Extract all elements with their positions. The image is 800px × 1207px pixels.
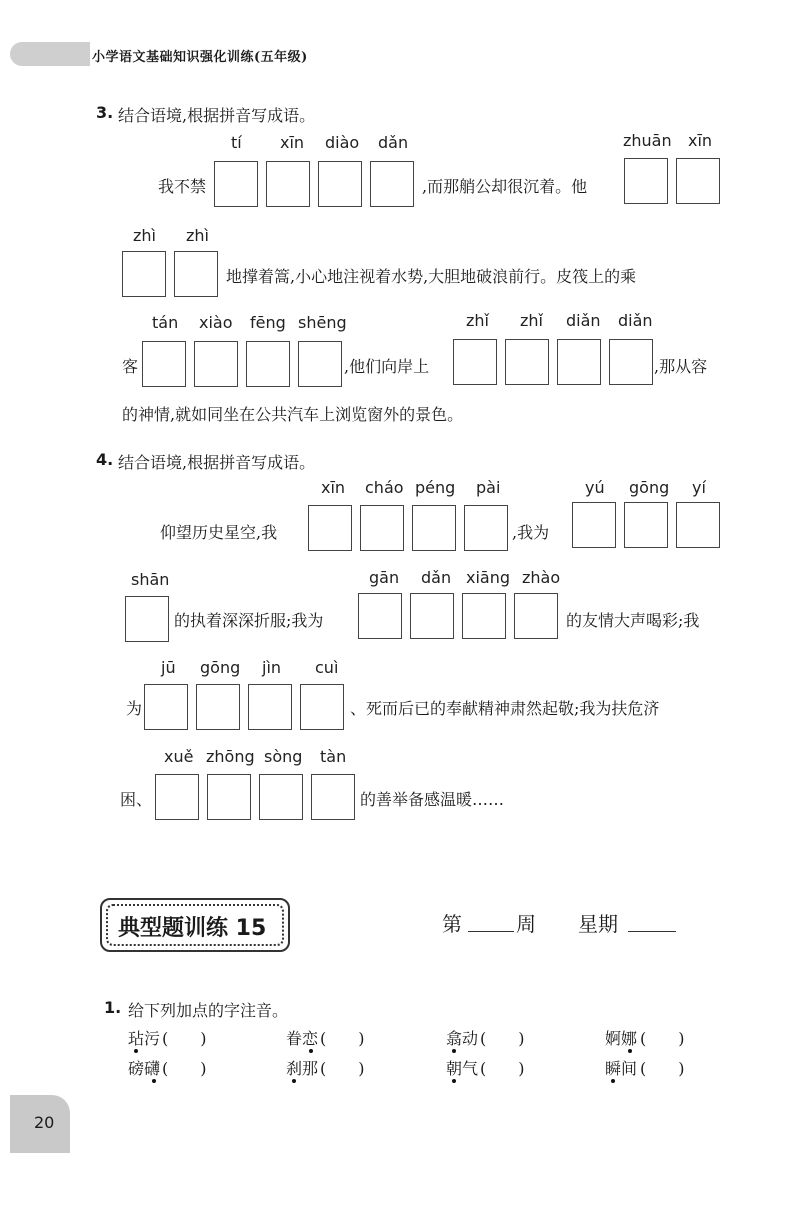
- answer-box[interactable]: [142, 341, 186, 387]
- pinyin: cháo: [365, 478, 404, 497]
- section-title: 典型题训练 15: [118, 916, 267, 941]
- emphasis-dot: [152, 1079, 156, 1083]
- pinyin: gōng: [200, 658, 241, 677]
- answer-box[interactable]: [308, 505, 352, 551]
- pinyin: xuě: [164, 747, 194, 766]
- pinyin: diǎn: [618, 311, 653, 330]
- pinyin: gōng: [629, 478, 670, 497]
- answer-box[interactable]: [624, 158, 668, 204]
- pinyin: zhì: [133, 226, 156, 245]
- pinyin: cuì: [315, 658, 339, 677]
- pinyin: dǎn: [421, 568, 452, 587]
- answer-box[interactable]: [174, 251, 218, 297]
- q4-text-l2b: 的友情大声喝彩;我: [566, 611, 700, 630]
- q4-number: 4.: [96, 450, 114, 469]
- pinyin: tí: [231, 133, 242, 152]
- pinyin: zhōng: [206, 747, 255, 766]
- q4-text-l4a: 困、: [120, 790, 153, 809]
- answer-box[interactable]: [412, 505, 456, 551]
- answer-box[interactable]: [144, 684, 188, 730]
- q3-text-l1a: 我不禁: [158, 177, 207, 196]
- answer-parens[interactable]: ( ): [480, 1059, 525, 1078]
- pinyin: yú: [585, 478, 605, 497]
- answer-box[interactable]: [557, 339, 601, 385]
- answer-box[interactable]: [266, 161, 310, 207]
- answer-box[interactable]: [300, 684, 344, 730]
- answer-box[interactable]: [505, 339, 549, 385]
- q3-text-l4: 的神情,就如同坐在公共汽车上浏览窗外的景色。: [122, 405, 464, 424]
- week-prefix: 第: [442, 912, 462, 936]
- q4-instruction: 结合语境,根据拼音写成语。: [118, 453, 316, 472]
- answer-box[interactable]: [259, 774, 303, 820]
- answer-box[interactable]: [248, 684, 292, 730]
- answer-box[interactable]: [207, 774, 251, 820]
- pinyin: diào: [325, 133, 360, 152]
- q1-word: 朝气: [446, 1059, 479, 1078]
- pinyin: yí: [692, 478, 706, 497]
- answer-box[interactable]: [311, 774, 355, 820]
- answer-parens[interactable]: ( ): [162, 1029, 207, 1048]
- q3-text-l1b: ,而那艄公却很沉着。他: [422, 177, 588, 196]
- answer-box[interactable]: [246, 341, 290, 387]
- answer-box[interactable]: [453, 339, 497, 385]
- pinyin: tán: [152, 313, 179, 332]
- weekday-label: 星期: [578, 912, 618, 936]
- pinyin: gān: [369, 568, 400, 587]
- emphasis-dot: [628, 1049, 632, 1053]
- answer-box[interactable]: [410, 593, 454, 639]
- q4-text-l4b: 的善举备感温暖……: [360, 790, 505, 809]
- pinyin: xīn: [688, 131, 713, 150]
- pinyin: jìn: [262, 658, 282, 677]
- answer-box[interactable]: [358, 593, 402, 639]
- answer-box[interactable]: [514, 593, 558, 639]
- answer-box[interactable]: [464, 505, 508, 551]
- answer-box[interactable]: [370, 161, 414, 207]
- answer-parens[interactable]: ( ): [320, 1059, 365, 1078]
- answer-box[interactable]: [360, 505, 404, 551]
- pinyin: pài: [476, 478, 501, 497]
- emphasis-dot: [611, 1079, 615, 1083]
- q1-word: 瞬间: [605, 1059, 638, 1078]
- pinyin: fēng: [250, 313, 286, 332]
- answer-box[interactable]: [155, 774, 199, 820]
- answer-box[interactable]: [572, 502, 616, 548]
- page-number: 20: [34, 1113, 55, 1132]
- pinyin: péng: [415, 478, 456, 497]
- emphasis-dot: [134, 1049, 138, 1053]
- q1-word: 磅礴: [128, 1059, 161, 1078]
- answer-box[interactable]: [609, 339, 653, 385]
- q3-number: 3.: [96, 103, 114, 122]
- answer-parens[interactable]: ( ): [162, 1059, 207, 1078]
- q4-text-l2a: 的执着深深折服;我为: [174, 611, 324, 630]
- pinyin: xiāng: [466, 568, 511, 587]
- pinyin: zhǐ: [520, 311, 543, 330]
- answer-box[interactable]: [676, 502, 720, 548]
- q1-word: 翕动: [446, 1029, 479, 1048]
- emphasis-dot: [452, 1049, 456, 1053]
- q4-text-l1a: 仰望历史星空,我: [160, 523, 278, 542]
- answer-box[interactable]: [676, 158, 720, 204]
- q1-word: 玷污: [128, 1029, 161, 1048]
- weekday-blank[interactable]: [628, 930, 676, 932]
- emphasis-dot: [292, 1079, 296, 1083]
- q1-instruction: 给下列加点的字注音。: [128, 1001, 289, 1020]
- answer-box[interactable]: [318, 161, 362, 207]
- answer-parens[interactable]: ( ): [640, 1029, 685, 1048]
- q1-word: 眷恋: [286, 1029, 319, 1048]
- emphasis-dot: [309, 1049, 313, 1053]
- pinyin: xīn: [280, 133, 305, 152]
- answer-parens[interactable]: ( ): [640, 1059, 685, 1078]
- pinyin: tàn: [320, 747, 347, 766]
- pinyin: xīn: [321, 478, 346, 497]
- header-tab: [10, 42, 90, 66]
- q3-instruction: 结合语境,根据拼音写成语。: [118, 106, 316, 125]
- q3-text-l3c: ,那从容: [654, 357, 708, 376]
- answer-box[interactable]: [194, 341, 238, 387]
- q1-word: 婀娜: [605, 1029, 638, 1048]
- q3-text-l3b: ,他们向岸上: [344, 357, 430, 376]
- pinyin: xiào: [199, 313, 233, 332]
- pinyin: zhào: [522, 568, 561, 587]
- pinyin: shān: [131, 570, 170, 589]
- week-label: 周: [516, 912, 536, 936]
- q4-text-l1b: ,我为: [512, 523, 550, 542]
- q4-text-l3b: 、死而后已的奉献精神肃然起敬;我为扶危济: [350, 699, 660, 718]
- answer-box[interactable]: [214, 161, 258, 207]
- answer-box[interactable]: [196, 684, 240, 730]
- emphasis-dot: [452, 1079, 456, 1083]
- pinyin: dǎn: [378, 133, 409, 152]
- q3-text-l2: 地撑着篙,小心地注视着水势,大胆地破浪前行。皮筏上的乘: [226, 267, 637, 286]
- book-title: 小学语文基础知识强化训练(五年级): [92, 50, 308, 65]
- answer-box[interactable]: [122, 251, 166, 297]
- q1-number: 1.: [104, 998, 122, 1017]
- answer-box[interactable]: [462, 593, 506, 639]
- pinyin: zhǐ: [466, 311, 489, 330]
- answer-box[interactable]: [624, 502, 668, 548]
- q3-text-l3a: 客: [122, 357, 139, 376]
- pinyin: jū: [161, 658, 176, 677]
- pinyin: shēng: [298, 313, 347, 332]
- answer-box[interactable]: [298, 341, 342, 387]
- answer-parens[interactable]: ( ): [320, 1029, 365, 1048]
- pinyin: sòng: [264, 747, 303, 766]
- pinyin: zhì: [186, 226, 209, 245]
- week-number-blank[interactable]: [468, 930, 514, 932]
- q1-word: 刹那: [286, 1059, 319, 1078]
- pinyin: zhuān: [623, 131, 672, 150]
- q4-text-l3a: 为: [126, 699, 143, 718]
- answer-box[interactable]: [125, 596, 169, 642]
- pinyin: diǎn: [566, 311, 601, 330]
- answer-parens[interactable]: ( ): [480, 1029, 525, 1048]
